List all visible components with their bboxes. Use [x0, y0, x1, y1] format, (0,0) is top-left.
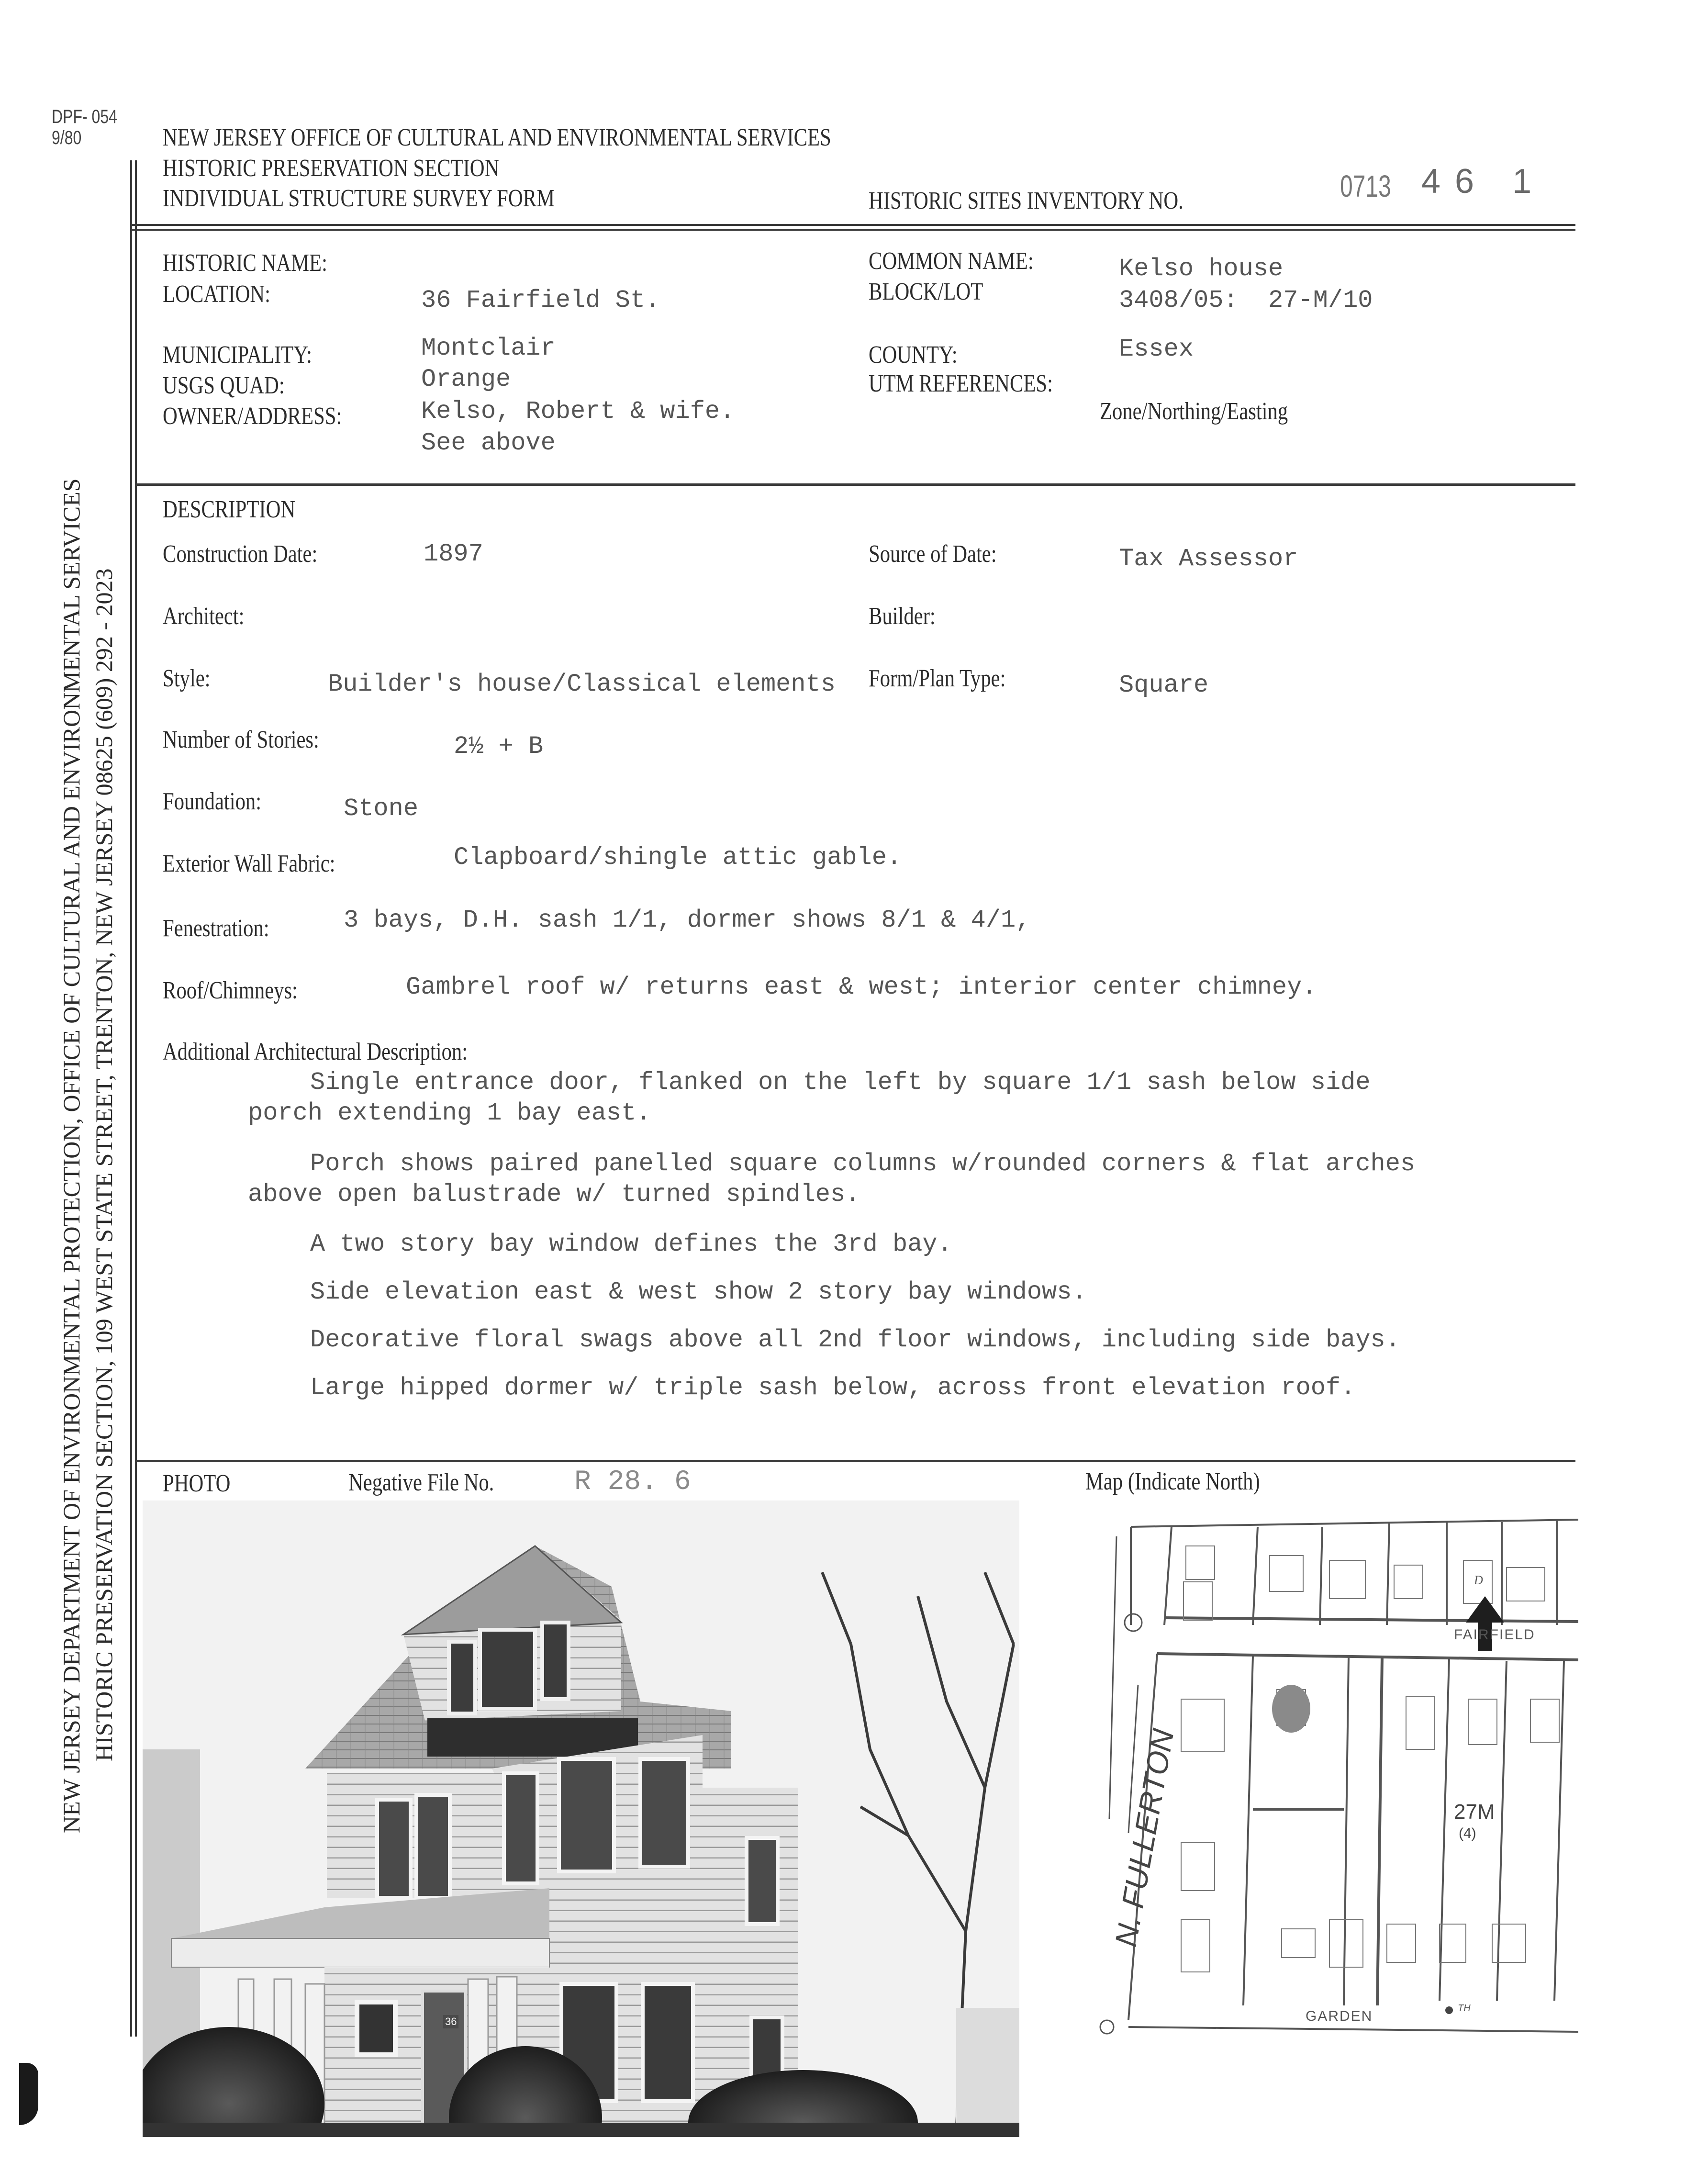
header-divider-bottom — [130, 229, 1575, 231]
block-lot-value: 3408/05: 27-M/10 — [1119, 286, 1373, 314]
photo-label: PHOTO — [163, 1470, 231, 1497]
wall-fabric-label: Exterior Wall Fabric: — [163, 850, 335, 877]
additional-description-label: Additional Architectural Description: — [163, 1038, 468, 1065]
architect-label: Architect: — [163, 603, 245, 630]
frame-left-line-inner — [135, 160, 137, 2037]
form-plan-label: Form/Plan Type: — [869, 665, 1006, 692]
description-divider — [135, 1460, 1575, 1462]
header-divider-top — [130, 224, 1575, 226]
additional-paragraph-2: Porch shows paired panelled square columns w/rounded corners & flat arches — [310, 1150, 1416, 1178]
county-value: Essex — [1119, 335, 1194, 363]
construction-date-value: 1897 — [424, 540, 483, 568]
porch-window — [357, 2002, 395, 2055]
usgs-quad-value: Orange — [421, 365, 511, 393]
common-name-label: COMMON NAME: — [869, 247, 1034, 275]
additional-paragraph-6: Large hipped dormer w/ triple sash below, across front elevation roof. — [310, 1374, 1356, 1402]
additional-paragraph-4: Side elevation east & west show 2 story bay windows. — [310, 1278, 1087, 1306]
source-of-date-label: Source of Date: — [869, 540, 997, 568]
fenestration-value: 3 bays, D.H. sash 1/1, dormer shows 8/1 & 4/1, — [344, 906, 1031, 934]
negative-file-label: Negative File No. — [348, 1469, 494, 1496]
house-photo-illustration — [143, 1500, 1019, 2137]
scan-punch-mark — [19, 2063, 38, 2125]
map-block-label: 27M — [1454, 1800, 1495, 1824]
negative-file-number: R 28. 6 — [574, 1467, 691, 1498]
header-section: HISTORIC PRESERVATION SECTION — [163, 155, 500, 182]
roof-label: Roof/Chimneys: — [163, 977, 298, 1004]
historic-name-label: HISTORIC NAME: — [163, 249, 327, 277]
stories-value: 2½ + B — [454, 732, 544, 761]
owner-label: OWNER/ADDRESS: — [163, 403, 342, 430]
identification-divider — [135, 483, 1575, 486]
inventory-number-handwritten: 46 1 — [1421, 162, 1546, 201]
utm-subheading: Zone/Northing/Easting — [1100, 398, 1288, 425]
stories-label: Number of Stories: — [163, 726, 319, 753]
garage — [956, 2008, 1019, 2137]
header-agency: NEW JERSEY OFFICE OF CULTURAL AND ENVIRONMENTAL SERVICES — [163, 124, 831, 151]
additional-paragraph-3: A two story bay window defines the 3rd bay. — [310, 1230, 952, 1258]
builder-label: Builder: — [869, 603, 936, 630]
common-name-value: Kelso house — [1119, 255, 1284, 283]
municipality-value: Montclair — [421, 334, 556, 362]
form-date: 9/80 — [52, 127, 82, 148]
block-lot-label: BLOCK/LOT — [869, 278, 983, 305]
utm-label: UTM REFERENCES: — [869, 370, 1053, 397]
map-building-code: D — [1474, 1573, 1483, 1587]
additional-paragraph-1-cont: porch extending 1 bay east. — [248, 1099, 651, 1127]
source-of-date-value: Tax Assessor — [1119, 545, 1298, 573]
additional-paragraph-5: Decorative floral swags above all 2nd floor windows, including side bays. — [310, 1326, 1400, 1354]
map-hydrant-icon — [1445, 2006, 1453, 2014]
additional-paragraph-2-cont: above open balustrade w/ turned spindles. — [248, 1180, 860, 1209]
form-plan-value: Square — [1119, 671, 1209, 699]
map-hydrant-label: TH — [1458, 2003, 1471, 2014]
map-label: Map (Indicate North) — [1085, 1468, 1260, 1495]
map-street-fullerton: N. FULLERTON — [1108, 1726, 1181, 1949]
frame-left-line-outer — [130, 160, 132, 2037]
house-photograph — [143, 1500, 1019, 2137]
header-form-title: INDIVIDUAL STRUCTURE SURVEY FORM — [163, 185, 555, 212]
additional-paragraph-1: Single entrance door, flanked on the left by square 1/1 sash below side — [310, 1068, 1371, 1097]
location-value: 36 Fairfield St. — [421, 286, 660, 314]
style-value: Builder's house/Classical elements — [328, 670, 836, 698]
roof-value: Gambrel roof w/ returns east & west; interior center chimney. — [406, 973, 1317, 1001]
owner-value: Kelso, Robert & wife. — [421, 397, 735, 425]
municipality-label: MUNICIPALITY: — [163, 341, 312, 369]
sidebar-department-line: NEW JERSEY DEPARTMENT OF ENVIRONMENTAL PROTECTION, OFFICE OF CULTURAL AND ENVIRONMENTAL SERVICES — [58, 478, 85, 1833]
usgs-quad-label: USGS QUAD: — [163, 372, 285, 399]
construction-date-label: Construction Date: — [163, 540, 318, 568]
wall-fabric-value: Clapboard/shingle attic gable. — [454, 843, 902, 872]
house-number: 36 — [443, 2015, 458, 2028]
location-label: LOCATION: — [163, 280, 271, 308]
fenestration-label: Fenestration: — [163, 915, 269, 942]
foundation-value: Stone — [344, 795, 419, 823]
owner-address-value: See above — [421, 429, 556, 457]
map-shaded-building — [1272, 1685, 1310, 1733]
form-code: DPF- 054 — [52, 106, 117, 127]
county-label: COUNTY: — [869, 341, 958, 369]
description-heading: DESCRIPTION — [163, 496, 296, 523]
style-label: Style: — [163, 665, 211, 692]
foundation-label: Foundation: — [163, 788, 262, 815]
map-street-garden: GARDEN — [1306, 2008, 1373, 2024]
sanborn-map — [1085, 1508, 1578, 2058]
map-street-fairfield: FAIRFIELD — [1454, 1627, 1535, 1643]
sidebar-address-line: HISTORIC PRESERVATION SECTION, 109 WEST STATE STREET, TRENTON, NEW JERSEY 08625 (609) 292 - 2023 — [90, 568, 117, 1761]
map-illustration — [1085, 1508, 1578, 2058]
inventory-number-typed: 0713 — [1340, 169, 1391, 203]
inventory-label: HISTORIC SITES INVENTORY NO. — [869, 187, 1183, 214]
map-block-sub: (4) — [1459, 1825, 1476, 1841]
